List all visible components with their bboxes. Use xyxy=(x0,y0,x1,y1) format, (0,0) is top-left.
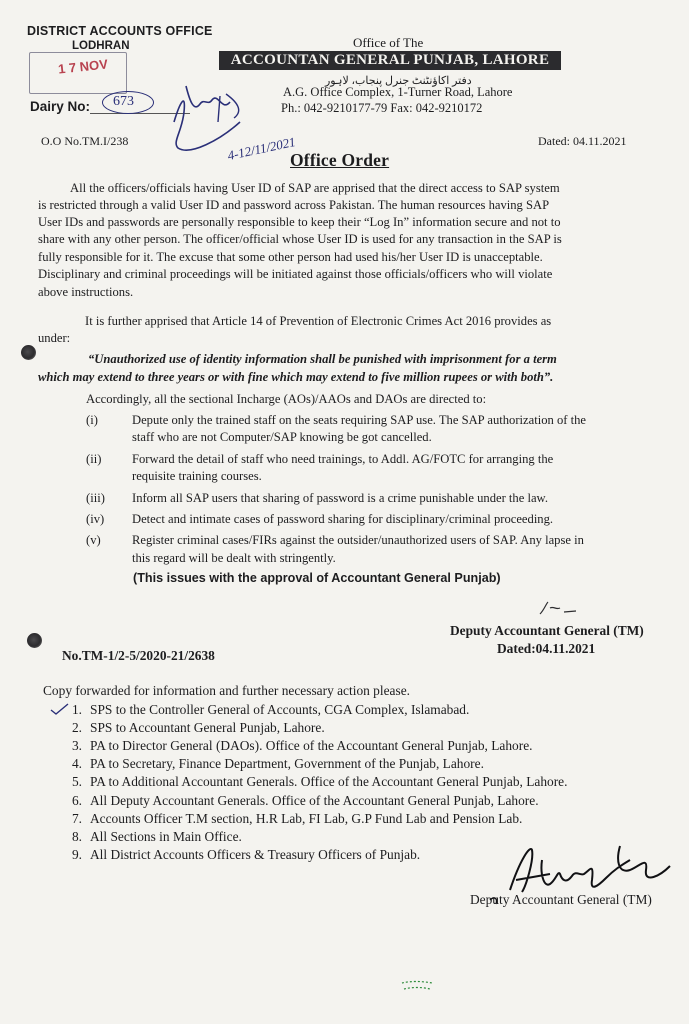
letterhead-name: ACCOUNTAN GENERAL PUNJAB, LAHORE xyxy=(219,51,561,70)
directive-text: staff who are not Computer/SAP knowing be got cancelled. xyxy=(132,430,432,444)
copy-reference-number: No.TM-1/2-5/2020-21/2638 xyxy=(62,648,215,663)
copy-intro: Copy forwarded for information and further necessary action please. xyxy=(43,683,410,698)
directive-text: Detect and intimate cases of password sharing for disciplinary/criminal proceeding. xyxy=(132,512,554,526)
directive-intro: Accordingly, all the sectional Incharge (AOs)/AAOs and DAOs are directed to: xyxy=(86,392,487,406)
document-title: Office Order xyxy=(290,150,390,170)
copy-item-number: 1. xyxy=(71,702,82,717)
paragraph1-line: fully responsible for it. The excuse that some other person had used his/her User ID is unacceptable. xyxy=(38,250,543,264)
copy-item-text: All Deputy Accountant Generals. Office of the Accountant General Punjab, Lahore. xyxy=(90,793,539,808)
stamp-office-name: DISTRICT ACCOUNTS OFFICE xyxy=(27,24,213,38)
copy-item-text: SPS to Accountant General Punjab, Lahore. xyxy=(90,720,325,735)
paragraph1-line: All the officers/officials having User ID of SAP are apprised that the direct access to SAP system xyxy=(70,181,560,195)
directive-text: Inform all SAP users that sharing of password is a crime punishable under the law. xyxy=(132,491,548,505)
copy-item-text: SPS to the Controller General of Accounts, CGA Complex, Islamabad. xyxy=(90,702,470,717)
handwritten-date: 4-12/11/2021 xyxy=(226,133,297,164)
stamp-city: LODHRAN xyxy=(72,40,130,52)
copy-item-text: PA to Secretary, Finance Department, Government of the Punjab, Lahore. xyxy=(90,756,484,771)
copy-item-number: 4. xyxy=(71,756,82,771)
copy-item-number: 8. xyxy=(71,829,82,844)
copy-item-number: 7. xyxy=(71,811,82,826)
letterhead-urdu: دفتر اکاؤنٹنٹ جنرل پنجاب، لاہور xyxy=(325,75,472,87)
signatory2-designation: Deputy Accountant General (TM) xyxy=(470,892,652,907)
directive-number: (v) xyxy=(86,533,101,547)
order-number: O.O No.TM.I/238 xyxy=(41,134,129,148)
approval-note: (This issues with the approval of Accountant General Punjab) xyxy=(133,571,501,585)
copy-item-number: 5. xyxy=(71,774,82,789)
diary-label: Dairy No: xyxy=(30,99,91,114)
copy-item-text: All Sections in Main Office. xyxy=(90,829,242,844)
letterhead-address: A.G. Office Complex, 1-Turner Road, Lahore xyxy=(283,85,513,99)
paragraph1-line: is restricted through a valid User ID and password across Pakistan. The human resources having SAP xyxy=(38,198,550,212)
paragraph1-line: Disciplinary and criminal proceedings will be initiated against those officials/officers who will violate xyxy=(38,267,553,281)
signatory-date: Dated:04.11.2021 xyxy=(497,641,596,656)
signatory-designation: Deputy Accountant General (TM) xyxy=(450,623,644,638)
copy-item-text: All District Accounts Officers & Treasury Officers of Punjab. xyxy=(90,847,421,862)
copy-item-text: PA to Additional Accountant Generals. Office of the Accountant General Punjab, Lahore. xyxy=(90,774,568,789)
paragraph2-line: under: xyxy=(38,331,71,345)
directive-text: this regard will be dealt with stringently. xyxy=(132,551,336,565)
paragraph1-line: User IDs and passwords are personally responsible to keep their “Log In” information secure and not to xyxy=(38,215,561,229)
letterhead-office-of: Office of The xyxy=(353,35,424,50)
paragraph2-line: It is further apprised that Article 14 of Prevention of Electronic Crimes Act 2016 provides as xyxy=(85,314,552,328)
copy-item-number: 3. xyxy=(71,738,82,753)
letterhead-phone: Ph.: 042-9210177-79 Fax: 042-9210172 xyxy=(281,101,483,115)
directive-number: (iv) xyxy=(86,512,105,526)
copy-item-text: PA to Director General (DAOs). Office of the Accountant General Punjab, Lahore. xyxy=(90,738,533,753)
quote-line: “Unauthorized use of identity information shall be punished with imprisonment for a term xyxy=(88,352,557,366)
copy-item-number: 6. xyxy=(71,793,82,808)
directive-text: Register criminal cases/FIRs against the outsider/unauthorized users of SAP. Any lapse in xyxy=(132,533,584,547)
bottom-ink-mark xyxy=(398,977,438,997)
paragraph1-line: share with any other person. The officer/official whose User ID is used for any transaction in the SAP is xyxy=(38,232,562,246)
stamp-date: 1 7 NOV xyxy=(57,56,109,77)
copy-item-number: 9. xyxy=(71,847,82,862)
punch-hole xyxy=(27,633,42,648)
directive-number: (ii) xyxy=(86,452,102,466)
copy-item-number: 2. xyxy=(71,720,82,735)
directive-text: Depute only the trained staff on the seats requiring SAP use. The SAP authorization of the xyxy=(132,413,586,427)
directive-text: Forward the detail of staff who need trainings, to Addl. AG/FOTC for arranging the xyxy=(132,452,554,466)
order-date: Dated: 04.11.2021 xyxy=(538,134,627,148)
directive-number: (i) xyxy=(86,413,98,427)
quote-line: which may extend to three years or with fine which may extend to five million rupees or with both”. xyxy=(38,370,554,384)
copy-item-text: Accounts Officer T.M section, H.R Lab, FI Lab, G.P Fund Lab and Pension Lab. xyxy=(90,811,523,826)
diary-number: 673 xyxy=(113,94,134,109)
initial-signature xyxy=(536,598,586,618)
directive-number: (iii) xyxy=(86,491,105,505)
directive-text: requisite training courses. xyxy=(132,469,262,483)
paragraph1-line: above instructions. xyxy=(38,285,134,299)
punch-hole xyxy=(21,345,36,360)
